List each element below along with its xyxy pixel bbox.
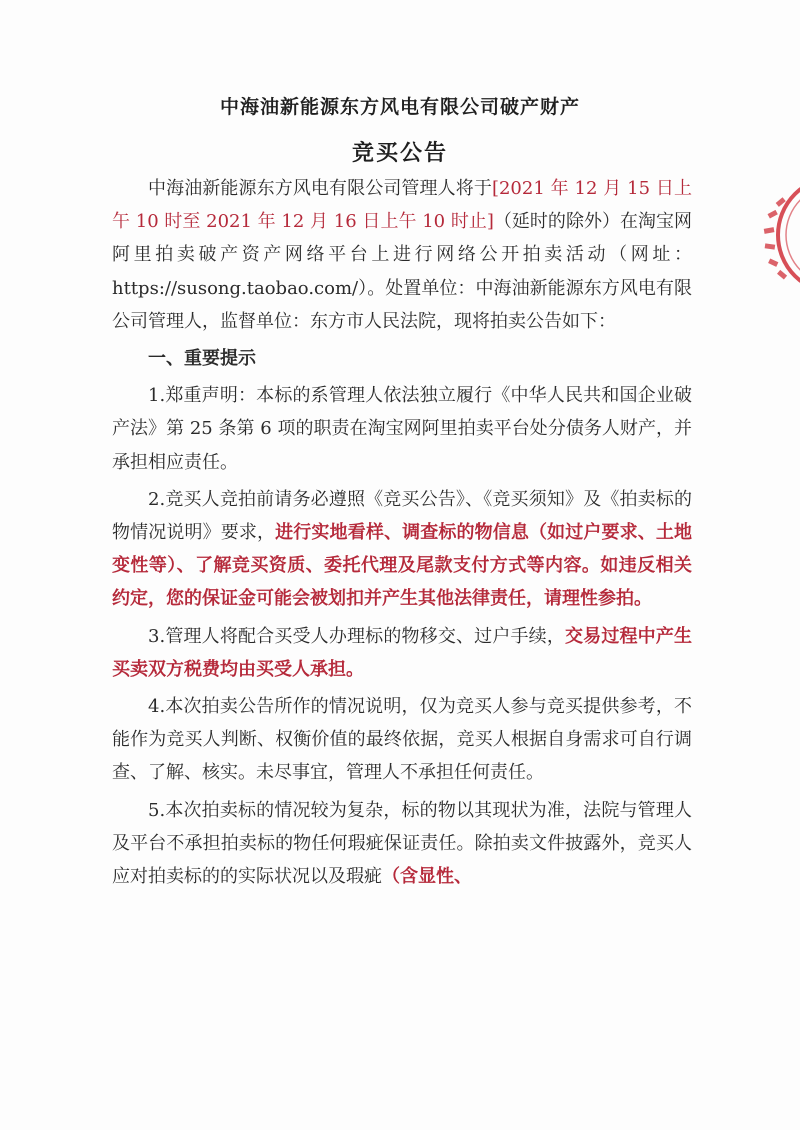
intro-paragraph	[112, 172, 692, 338]
notice-item-5-warning: （含显性、	[382, 866, 472, 888]
auction-url[interactable]: https://susong.taobao.com/	[112, 277, 359, 299]
document-body	[112, 172, 692, 897]
intro-text-2: （延时的除外）在淘宝网阿里拍卖破产资产网络平台上进行网络公开拍卖活动（网址：	[112, 211, 693, 266]
notice-item-2-warning: 进行实地看样、调查标的物信息（如过户要求、土地变性等）、了解竞买资质、委托代理及尾款支付方式等内容。如违反相关约定，您的保证金可能会被划扣并产生其他法律责任，请理性参拍。	[112, 522, 693, 610]
notice-item-5-text: 5.本次拍卖标的情况较为复杂，标的物以其现状为准，法院与管理人及平台不承担拍卖标的物任何瑕疵保证责任。除拍卖文件披露外，竞买人应对拍卖标的的实际状况以及瑕疵	[112, 799, 692, 888]
official-seal-icon	[754, 170, 800, 300]
notice-item-2	[112, 483, 692, 616]
notice-item-1: 1.郑重声明：本标的系管理人依法独立履行《中华人民共和国企业破产法》第 25 条第 6 项的职责在淘宝网阿里拍卖平台处分债务人财产，并承担相应责任。	[112, 385, 692, 473]
document-subtitle: 竞买公告	[351, 140, 448, 166]
notice-item-3	[112, 620, 692, 686]
notice-item-3-warning: 交易过程中产生买卖双方税费均由买受人承担。	[112, 625, 693, 680]
document-title: 中海油新能源东方风电有限公司破产财产	[219, 96, 580, 118]
notice-item-5	[112, 794, 692, 894]
notice-item-3-text: 3.管理人将配合买受人办理标的物移交、过户手续，	[148, 625, 566, 647]
notice-item-2-text: 2.竞买人竞拍前请务必遵照《竞买公告》、《竞买须知》及《拍卖标的物情况说明》要求，	[112, 488, 692, 544]
section-heading-important: 一、重要提示	[148, 348, 256, 370]
notice-item-4: 4.本次拍卖公告所作的情况说明，仅为竞买人参与竞买提供参考，不能作为竞买人判断、权衡价值的最终依据，竞买人根据自身需求可自行调查、了解、核实。未尽事宜，管理人不承担任何责任。	[112, 696, 692, 784]
intro-text-3: ）。处置单位：中海油新能源东方风电有限公司管理人，监督单位：东方市人民法院，现将拍卖公告如下：	[112, 277, 692, 332]
intro-text-1: 中海油新能源东方风电有限公司管理人将于	[148, 178, 492, 199]
auction-time-range: [2021 年 12 月 15 日上午 10 时至 2021 年 12 月 16 日上午 10 时止]	[112, 178, 693, 233]
